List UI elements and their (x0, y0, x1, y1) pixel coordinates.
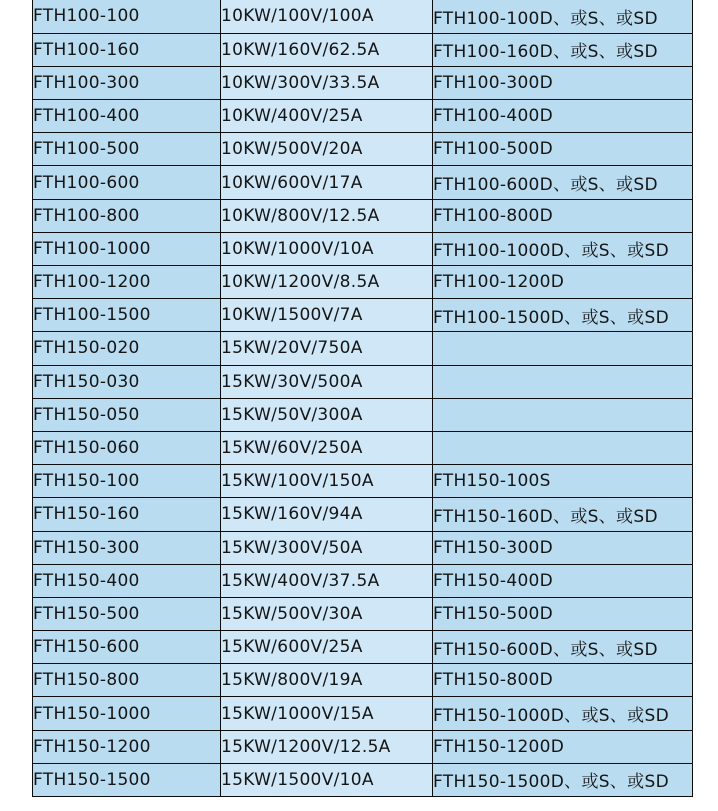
rating-cell: 15KW/160V/94A (221, 498, 433, 531)
rating-cell: 15KW/500V/30A (221, 597, 433, 630)
table-row (33, 33, 693, 66)
table-row (33, 564, 693, 597)
variant-cell: FTH150-500D (433, 597, 693, 630)
model-cell: FTH150-020 (33, 332, 221, 365)
model-cell: FTH100-300 (33, 66, 221, 99)
table-row (33, 100, 693, 133)
variant-cell: FTH100-1500D、或S、或SD (433, 299, 693, 332)
rating-cell: 15KW/600V/25A (221, 631, 433, 664)
table-row (33, 199, 693, 232)
table-row (33, 664, 693, 697)
model-cell: FTH150-050 (33, 398, 221, 431)
model-cell: FTH100-100 (33, 0, 221, 33)
model-cell: FTH100-500 (33, 133, 221, 166)
variant-cell: FTH100-600D、或S、或SD (433, 166, 693, 199)
rating-cell: 10KW/1200V/8.5A (221, 266, 433, 299)
table-row (33, 631, 693, 664)
model-cell: FTH150-1200 (33, 730, 221, 763)
variant-cell: FTH150-300D (433, 531, 693, 564)
variant-cell: FTH100-400D (433, 100, 693, 133)
rating-cell: 15KW/300V/50A (221, 531, 433, 564)
rating-cell: 15KW/20V/750A (221, 332, 433, 365)
table-row (33, 398, 693, 431)
model-cell: FTH100-1200 (33, 266, 221, 299)
variant-cell: FTH150-400D (433, 564, 693, 597)
variant-cell: FTH100-160D、或S、或SD (433, 33, 693, 66)
model-cell: FTH150-400 (33, 564, 221, 597)
rating-cell: 10KW/160V/62.5A (221, 33, 433, 66)
rating-cell: 10KW/1500V/7A (221, 299, 433, 332)
table-row (33, 365, 693, 398)
variant-cell (433, 398, 693, 431)
model-cell: FTH100-600 (33, 166, 221, 199)
model-cell: FTH150-600 (33, 631, 221, 664)
rating-cell: 15KW/1000V/15A (221, 697, 433, 730)
model-cell: FTH150-060 (33, 431, 221, 464)
rating-cell: 15KW/800V/19A (221, 664, 433, 697)
table-row (33, 266, 693, 299)
table-row (33, 232, 693, 265)
model-cell: FTH150-160 (33, 498, 221, 531)
model-cell: FTH100-1500 (33, 299, 221, 332)
variant-cell: FTH100-1200D (433, 266, 693, 299)
model-cell: FTH150-300 (33, 531, 221, 564)
model-cell: FTH150-800 (33, 664, 221, 697)
model-spec-table (32, 0, 693, 797)
variant-cell: FTH100-800D (433, 199, 693, 232)
variant-cell: FTH150-160D、或S、或SD (433, 498, 693, 531)
table-row (33, 465, 693, 498)
table-row (33, 332, 693, 365)
table-row (33, 697, 693, 730)
table-row (33, 597, 693, 630)
model-cell: FTH150-500 (33, 597, 221, 630)
variant-cell: FTH150-600D、或S、或SD (433, 631, 693, 664)
rating-cell: 15KW/1200V/12.5A (221, 730, 433, 763)
table-row (33, 299, 693, 332)
rating-cell: 15KW/30V/500A (221, 365, 433, 398)
rating-cell: 10KW/400V/25A (221, 100, 433, 133)
table-row (33, 531, 693, 564)
model-cell: FTH150-1000 (33, 697, 221, 730)
spec-sheet (32, 0, 692, 797)
variant-cell: FTH150-800D (433, 664, 693, 697)
rating-cell: 15KW/400V/37.5A (221, 564, 433, 597)
rating-cell: 15KW/100V/150A (221, 465, 433, 498)
table-row (33, 730, 693, 763)
table-row (33, 431, 693, 464)
table-row (33, 0, 693, 33)
rating-cell: 10KW/800V/12.5A (221, 199, 433, 232)
table-row (33, 498, 693, 531)
rating-cell: 15KW/1500V/10A (221, 763, 433, 796)
model-cell: FTH150-1500 (33, 763, 221, 796)
rating-cell: 10KW/500V/20A (221, 133, 433, 166)
variant-cell (433, 332, 693, 365)
table-row (33, 133, 693, 166)
variant-cell: FTH150-1200D (433, 730, 693, 763)
rating-cell: 10KW/100V/100A (221, 0, 433, 33)
model-cell: FTH100-800 (33, 199, 221, 232)
rating-cell: 15KW/60V/250A (221, 431, 433, 464)
table-row (33, 763, 693, 796)
model-cell: FTH150-100 (33, 465, 221, 498)
variant-cell: FTH150-1500D、或S、或SD (433, 763, 693, 796)
rating-cell: 15KW/50V/300A (221, 398, 433, 431)
model-cell: FTH100-1000 (33, 232, 221, 265)
table-row (33, 166, 693, 199)
table-body (33, 0, 693, 797)
rating-cell: 10KW/600V/17A (221, 166, 433, 199)
variant-cell: FTH150-1000D、或S、或SD (433, 697, 693, 730)
variant-cell: FTH100-1000D、或S、或SD (433, 232, 693, 265)
variant-cell: FTH100-300D (433, 66, 693, 99)
variant-cell: FTH150-100S (433, 465, 693, 498)
variant-cell (433, 431, 693, 464)
variant-cell (433, 365, 693, 398)
rating-cell: 10KW/300V/33.5A (221, 66, 433, 99)
variant-cell: FTH100-100D、或S、或SD (433, 0, 693, 33)
model-cell: FTH100-160 (33, 33, 221, 66)
variant-cell: FTH100-500D (433, 133, 693, 166)
model-cell: FTH100-400 (33, 100, 221, 133)
model-cell: FTH150-030 (33, 365, 221, 398)
rating-cell: 10KW/1000V/10A (221, 232, 433, 265)
table-row (33, 66, 693, 99)
